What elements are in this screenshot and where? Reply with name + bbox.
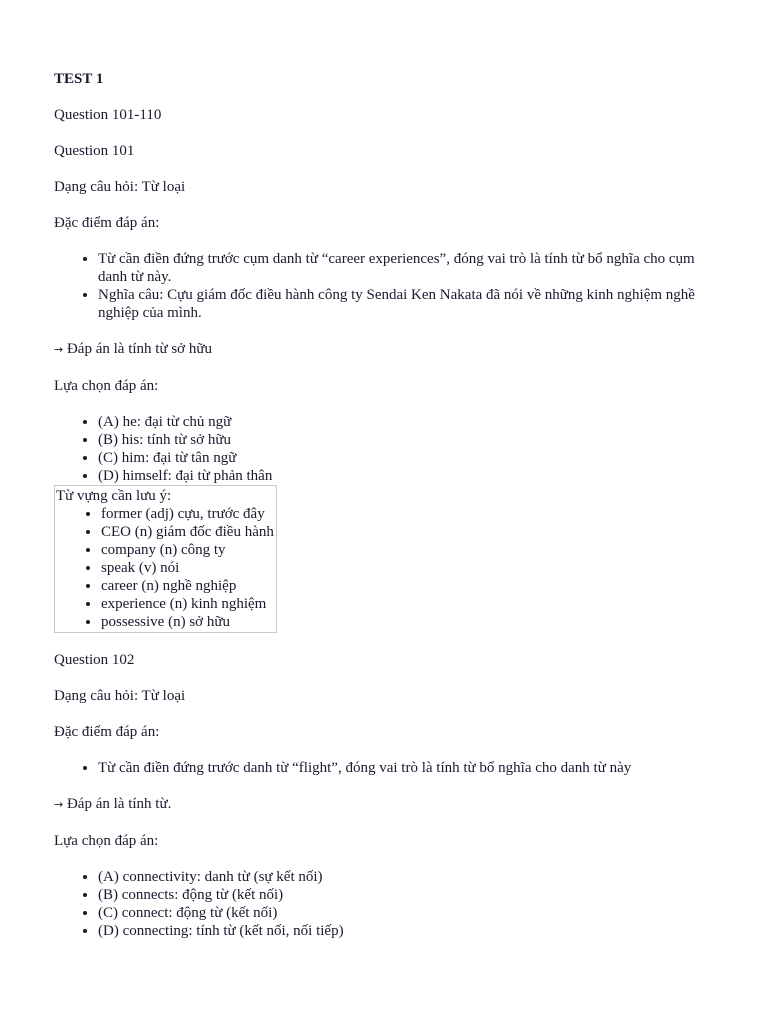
question-102-conclusion	[54, 795, 714, 814]
question-102-features-list	[54, 759, 714, 777]
list-item: • CEO (n) giám đốc điều hành	[101, 523, 275, 541]
question-101-label: Question 101	[54, 143, 135, 159]
list-item: • speak (v) nói	[101, 559, 275, 577]
list-item: • company (n) công ty	[101, 541, 275, 559]
list-item: • Từ cần điền đứng trước cụm danh từ “career experiences”, đóng vai trò là tính từ bổ nghĩa cho cụm danh từ này.	[98, 250, 714, 286]
vocab-title: Từ vựng cần lưu ý:	[56, 488, 172, 504]
list-item: • (A) connectivity: danh từ (sự kết nối)	[98, 868, 714, 886]
conclusion-text: Đáp án là tính từ.	[66, 796, 172, 812]
question-102-choices-list	[54, 868, 714, 940]
document-page	[54, 70, 714, 940]
list-item: • Từ cần điền đứng trước danh từ “flight”, đóng vai trò là tính từ bổ nghĩa cho danh từ này	[98, 759, 714, 777]
vocab-box	[54, 485, 277, 633]
list-item: • (C) him: đại từ tân ngữ	[98, 449, 714, 467]
question-101-choices-label: Lựa chọn đáp án:	[54, 378, 159, 394]
list-item: • (D) connecting: tính từ (kết nối, nối tiếp)	[98, 922, 714, 940]
question-101-conclusion	[54, 340, 714, 359]
test-title: TEST 1	[54, 71, 104, 87]
list-item: • experience (n) kinh nghiệm	[101, 595, 275, 613]
question-102-label: Question 102	[54, 652, 135, 668]
list-item: • former (adj) cựu, trước đây	[101, 505, 275, 523]
question-102-features-label: Đặc điểm đáp án:	[54, 724, 160, 740]
question-101-features-list	[54, 250, 714, 322]
vocab-list	[55, 505, 275, 631]
question-102-choices-label: Lựa chọn đáp án:	[54, 833, 159, 849]
conclusion-text: Đáp án là tính từ sở hữu	[66, 341, 212, 357]
list-item: • (B) his: tính từ sở hữu	[98, 431, 714, 449]
list-item: • career (n) nghề nghiệp	[101, 577, 275, 595]
list-item: • (B) connects: động từ (kết nối)	[98, 886, 714, 904]
list-item: • (A) he: đại từ chủ ngữ	[98, 413, 714, 431]
question-101-choices-list	[54, 413, 714, 485]
arrow-right-icon: →	[54, 343, 64, 356]
list-item: • possessive (n) sở hữu	[101, 613, 275, 631]
arrow-right-icon: →	[54, 798, 64, 811]
question-101-type: Dạng câu hỏi: Từ loại	[54, 179, 186, 195]
list-item: • (C) connect: động từ (kết nối)	[98, 904, 714, 922]
list-item: • (D) himself: đại từ phản thân	[98, 467, 714, 485]
question-101-features-label: Đặc điểm đáp án:	[54, 215, 160, 231]
question-102-type: Dạng câu hỏi: Từ loại	[54, 688, 186, 704]
list-item: • Nghĩa câu: Cựu giám đốc điều hành công ty Sendai Ken Nakata đã nói về những kinh nghiệm nghề nghiệp của mình.	[98, 286, 714, 322]
section-label: Question 101-110	[54, 107, 162, 123]
